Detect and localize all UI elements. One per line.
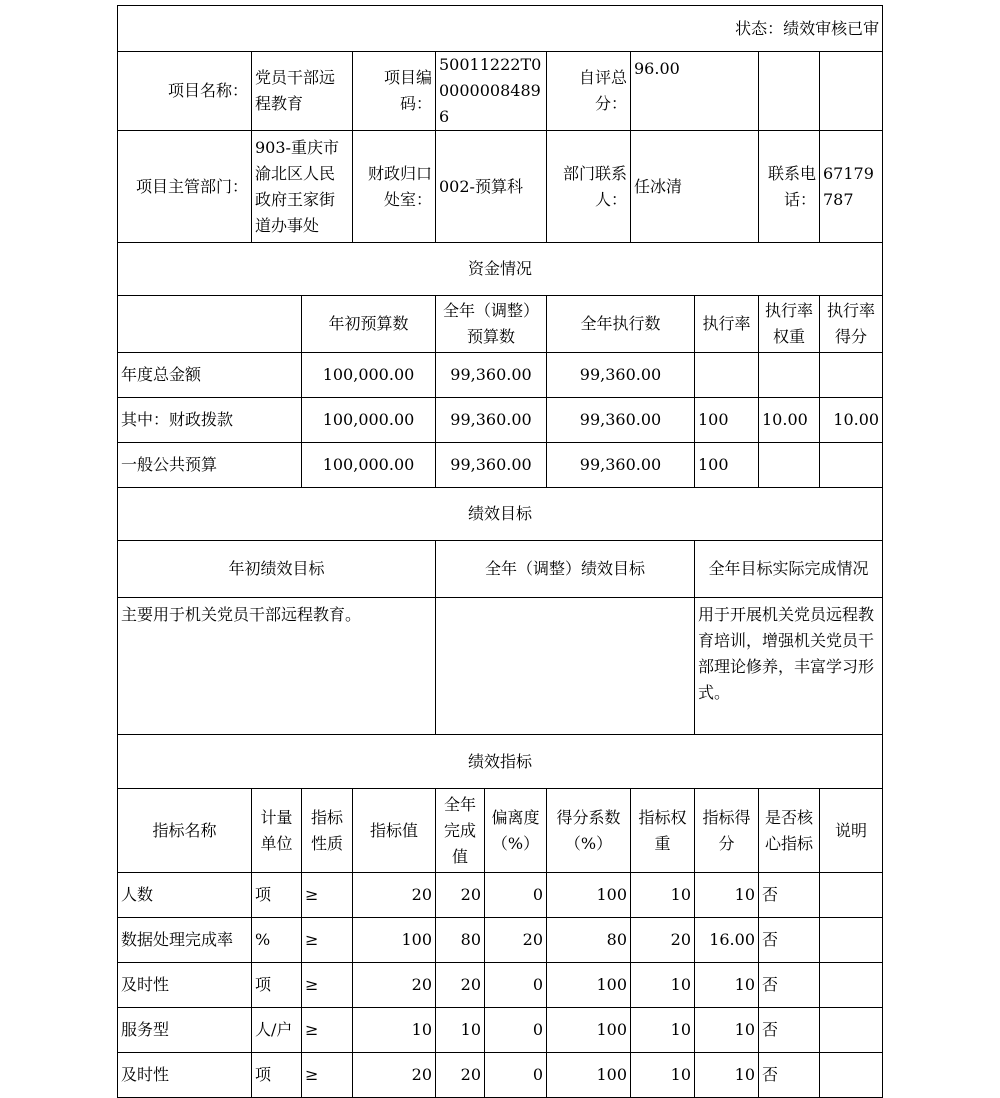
goals-header: 全年（调整）绩效目标	[436, 541, 695, 598]
indicator-value: 20	[353, 873, 436, 918]
indicator-nature: ≥	[302, 918, 353, 963]
indicator-header: 指标得分	[695, 789, 759, 873]
indicator-value: 20	[353, 1053, 436, 1098]
funds-row-label: 一般公共预算	[118, 443, 302, 488]
funds-header: 执行率得分	[820, 296, 883, 353]
self-score-value: 96.00	[631, 52, 759, 131]
indicator-coefficient: 100	[547, 1053, 631, 1098]
project-name-value: 党员干部远程教育	[252, 52, 353, 131]
indicator-unit: 项	[252, 1053, 302, 1098]
goals-header: 全年目标实际完成情况	[695, 541, 883, 598]
indicator-done: 20	[436, 1053, 485, 1098]
indicator-note	[820, 963, 883, 1008]
funds-rate: 100	[695, 398, 759, 443]
indicator-score: 16.00	[695, 918, 759, 963]
indicator-header: 偏离度（%）	[485, 789, 547, 873]
project-code-label: 项目编码：	[353, 52, 436, 131]
funds-header: 执行率权重	[759, 296, 820, 353]
indicator-score: 10	[695, 873, 759, 918]
project-name-label: 项目名称：	[118, 52, 252, 131]
funds-adjusted: 99,360.00	[436, 443, 547, 488]
indicator-done: 10	[436, 1008, 485, 1053]
contact-label: 部门联系人：	[547, 131, 631, 243]
indicator-score: 10	[695, 1053, 759, 1098]
indicator-note	[820, 1008, 883, 1053]
indicator-deviation: 0	[485, 1008, 547, 1053]
indicator-score: 10	[695, 1008, 759, 1053]
indicator-header: 说明	[820, 789, 883, 873]
indicator-name: 人数	[118, 873, 252, 918]
indicator-weight: 20	[631, 918, 695, 963]
indicator-name: 及时性	[118, 963, 252, 1008]
indicator-core: 否	[759, 918, 820, 963]
indicator-core: 否	[759, 873, 820, 918]
indicator-nature: ≥	[302, 963, 353, 1008]
finance-office-label: 财政归口处室：	[353, 131, 436, 243]
indicator-note	[820, 918, 883, 963]
indicator-core: 否	[759, 1008, 820, 1053]
funds-score: 10.00	[820, 398, 883, 443]
indicator-value: 100	[353, 918, 436, 963]
table-row	[118, 918, 883, 963]
funds-rate: 100	[695, 443, 759, 488]
indicator-weight: 10	[631, 873, 695, 918]
table-row	[118, 1053, 883, 1098]
indicator-header: 指标权重	[631, 789, 695, 873]
funds-executed: 99,360.00	[547, 443, 695, 488]
indicator-coefficient: 100	[547, 963, 631, 1008]
indicator-name: 服务型	[118, 1008, 252, 1053]
indicator-header: 计量单位	[252, 789, 302, 873]
finance-office-value: 002-预算科	[436, 131, 547, 243]
adjusted-goal	[436, 598, 695, 735]
indicator-nature: ≥	[302, 873, 353, 918]
indicator-deviation: 20	[485, 918, 547, 963]
indicator-note	[820, 873, 883, 918]
project-code-value: 50011222T000000084896	[436, 52, 547, 131]
funds-row-label: 年度总金额	[118, 353, 302, 398]
goals-section-title: 绩效目标	[118, 488, 883, 541]
indicator-weight: 10	[631, 963, 695, 1008]
funds-row-label: 其中：财政拨款	[118, 398, 302, 443]
funds-adjusted: 99,360.00	[436, 398, 547, 443]
indicator-done: 20	[436, 963, 485, 1008]
table-row	[118, 1008, 883, 1053]
funds-rate	[695, 353, 759, 398]
table-row	[118, 873, 883, 918]
contact-value: 任冰清	[631, 131, 759, 243]
funds-header-blank	[118, 296, 302, 353]
empty-cell	[820, 52, 883, 131]
funds-score	[820, 443, 883, 488]
indicator-header: 全年完成值	[436, 789, 485, 873]
dept-label: 项目主管部门：	[118, 131, 252, 243]
indicator-coefficient: 100	[547, 873, 631, 918]
funds-executed: 99,360.00	[547, 353, 695, 398]
indicator-core: 否	[759, 963, 820, 1008]
funds-budget: 100,000.00	[302, 398, 436, 443]
funds-weight	[759, 443, 820, 488]
indicator-note	[820, 1053, 883, 1098]
indicator-header: 是否核心指标	[759, 789, 820, 873]
phone-label: 联系电话：	[759, 131, 820, 243]
indicator-value: 20	[353, 963, 436, 1008]
indicators-section-title: 绩效指标	[118, 735, 883, 789]
indicator-core: 否	[759, 1053, 820, 1098]
phone-value: 67179787	[820, 131, 883, 243]
indicator-nature: ≥	[302, 1008, 353, 1053]
indicator-done: 20	[436, 873, 485, 918]
funds-header: 年初预算数	[302, 296, 436, 353]
funds-score	[820, 353, 883, 398]
indicator-header: 指标性质	[302, 789, 353, 873]
indicator-unit: 人/户	[252, 1008, 302, 1053]
performance-report-table	[117, 5, 883, 1098]
funds-weight: 10.00	[759, 398, 820, 443]
initial-goal: 主要用于机关党员干部远程教育。	[118, 598, 436, 735]
indicator-unit: 项	[252, 963, 302, 1008]
indicator-coefficient: 100	[547, 1008, 631, 1053]
indicator-nature: ≥	[302, 1053, 353, 1098]
indicator-done: 80	[436, 918, 485, 963]
indicator-weight: 10	[631, 1008, 695, 1053]
funds-budget: 100,000.00	[302, 353, 436, 398]
actual-goal: 用于开展机关党员远程教育培训，增强机关党员干部理论修养，丰富学习形式。	[695, 598, 883, 735]
indicator-deviation: 0	[485, 963, 547, 1008]
indicator-deviation: 0	[485, 1053, 547, 1098]
indicator-header: 指标名称	[118, 789, 252, 873]
funds-executed: 99,360.00	[547, 398, 695, 443]
status-text: 状态：绩效审核已审	[118, 6, 883, 52]
table-row	[118, 963, 883, 1008]
indicator-weight: 10	[631, 1053, 695, 1098]
dept-value: 903-重庆市渝北区人民政府王家街道办事处	[252, 131, 353, 243]
funds-section-title: 资金情况	[118, 243, 883, 296]
funds-header: 执行率	[695, 296, 759, 353]
funds-header: 全年执行数	[547, 296, 695, 353]
self-score-label: 自评总分：	[547, 52, 631, 131]
funds-weight	[759, 353, 820, 398]
indicator-unit: 项	[252, 873, 302, 918]
funds-adjusted: 99,360.00	[436, 353, 547, 398]
indicator-score: 10	[695, 963, 759, 1008]
indicator-value: 10	[353, 1008, 436, 1053]
funds-budget: 100,000.00	[302, 443, 436, 488]
funds-header: 全年（调整）预算数	[436, 296, 547, 353]
indicator-header: 得分系数（%）	[547, 789, 631, 873]
indicator-unit: %	[252, 918, 302, 963]
indicator-coefficient: 80	[547, 918, 631, 963]
empty-cell	[759, 52, 820, 131]
indicator-name: 及时性	[118, 1053, 252, 1098]
indicator-deviation: 0	[485, 873, 547, 918]
goals-header: 年初绩效目标	[118, 541, 436, 598]
indicator-name: 数据处理完成率	[118, 918, 252, 963]
indicator-header: 指标值	[353, 789, 436, 873]
